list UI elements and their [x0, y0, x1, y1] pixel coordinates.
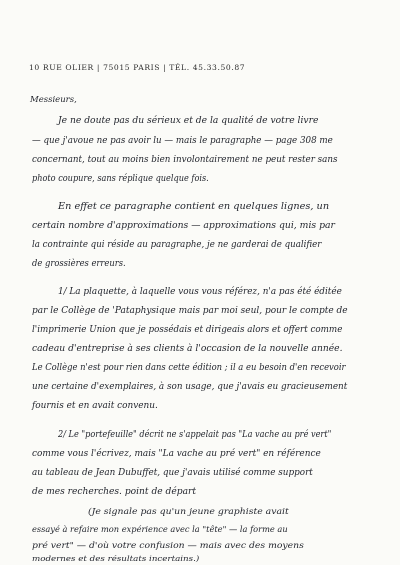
- letter-line: de mes recherches. point de départ: [32, 487, 196, 497]
- letter-line: l'imprimerie Union que je possédais et dirigeais alors et offert comme: [32, 325, 343, 335]
- letter-line: fournis et en avait convenu.: [32, 401, 158, 411]
- letter-line: par le Collège de 'Pataphysique mais par moi seul, pour le compte de: [32, 306, 348, 316]
- letter-line: essayé à refaire mon expérience avec la "tête" — la forme au: [32, 524, 288, 534]
- letter-line: (Je signale pas qu'un jeune graphiste avait: [88, 506, 289, 516]
- letter-line: modernes et des résultats incertains.): [32, 554, 200, 563]
- salutation: Messieurs,: [30, 95, 77, 105]
- letter-line: concernant, tout au moins bien involontairement ne peut rester sans: [32, 155, 338, 165]
- letter-line: une certaine d'exemplaires, à son usage, que j'avais eu gracieusement: [32, 382, 348, 392]
- letterhead-address: 10 RUE OLIER | 75015 PARIS | TÉL. 45.33.50.87: [29, 63, 246, 72]
- letter-line: — que j'avoue ne pas avoir lu — mais le paragraphe — page 308 me: [32, 136, 333, 146]
- letter-line: au tableau de Jean Dubuffet, que j'avais utilisé comme support: [32, 468, 313, 478]
- letter-line: photo coupure, sans réplique quelque fois.: [32, 174, 209, 184]
- letter-line: de grossières erreurs.: [32, 259, 126, 269]
- letter-line: Le Collège n'est pour rien dans cette édition ; il a eu besoin d'en recevoir: [32, 363, 346, 373]
- letter-line: certain nombre d'approximations — approximations qui, mis par: [32, 221, 335, 231]
- letter-line: pré vert" — d'où votre confusion — mais avec des moyens: [32, 540, 304, 550]
- letter-line: Je ne doute pas du sérieux et de la qualité de votre livre: [58, 116, 319, 126]
- letter-line: 1/ La plaquette, à laquelle vous vous référez, n'a pas été éditée: [58, 287, 342, 297]
- letter-line: cadeau d'entreprise à ses clients à l'occasion de la nouvelle année.: [32, 344, 343, 354]
- letter-line: 2/ Le "portefeuille" décrit ne s'appelait pas "La vache au pré vert": [58, 430, 332, 440]
- letter-line: la contrainte qui réside au paragraphe, je ne garderai de qualifier: [32, 240, 322, 250]
- letter-line: En effet ce paragraphe contient en quelques lignes, un: [58, 202, 330, 212]
- letter-line: comme vous l'écrivez, mais "La vache au pré vert" en référence: [32, 449, 321, 459]
